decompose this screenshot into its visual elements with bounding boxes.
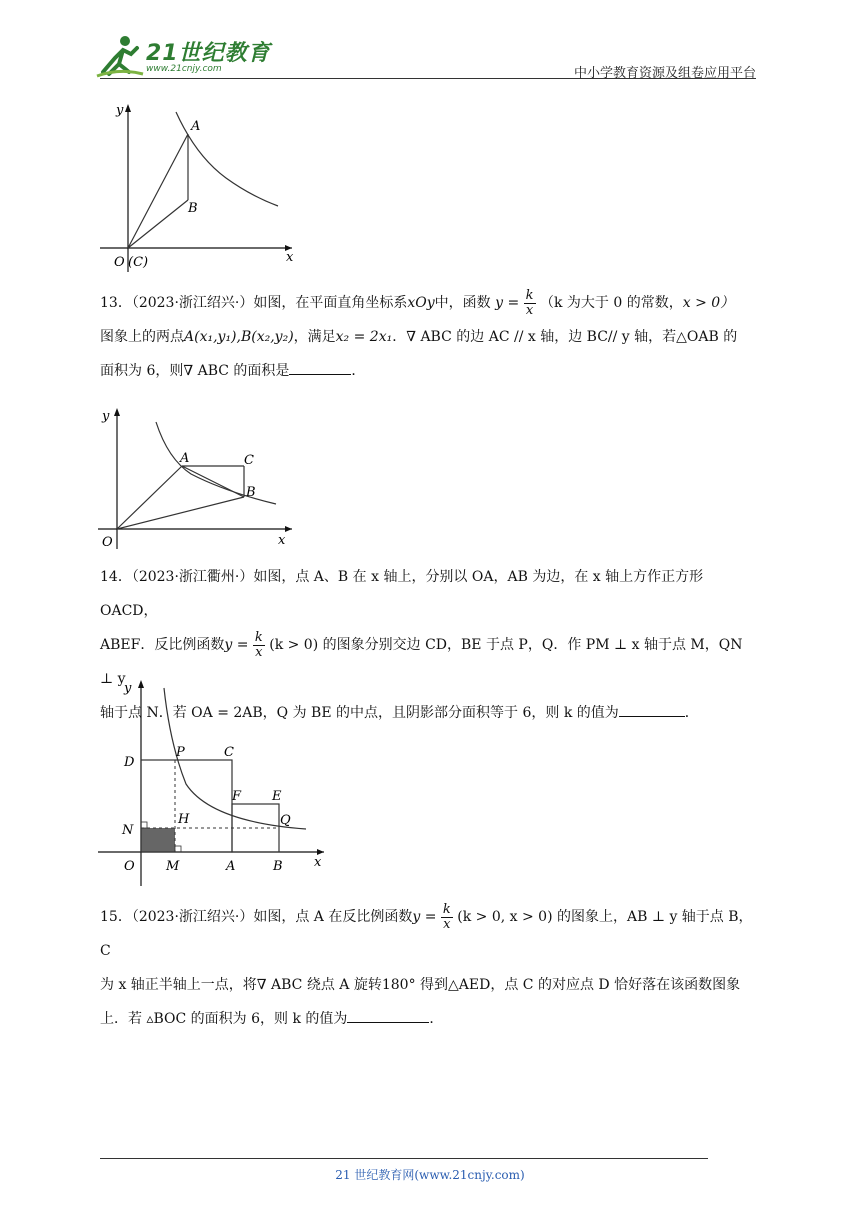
answer-blank[interactable] — [619, 700, 685, 717]
label-E: E — [272, 789, 282, 804]
label-C: (C) — [128, 255, 149, 270]
label-A: A — [180, 451, 190, 466]
label-x: x — [286, 250, 294, 265]
label-O: O — [114, 255, 125, 270]
header-divider — [100, 78, 756, 79]
logo-text: 21世纪教育 — [146, 41, 271, 66]
label-C: C — [224, 745, 234, 760]
label-B: B — [246, 485, 256, 500]
q14-line2: ABEF．反比例函数y = $\frac{k}{x}$ (k > 0) 的图象分别交边 CD，BE 于点 P，Q．作 PM ⊥ x 轴于点 M，QN ⊥ y — [100, 629, 743, 687]
q15-line3: 上．若 ▵BOC 的面积为 6，则 k 的值为 ． — [100, 1002, 760, 1036]
fraction-k-over-x: $\frac{k}{x}$ — [254, 629, 263, 660]
label-N: N — [122, 823, 134, 838]
q15-line1: 15．（2023·浙江绍兴·）如图，点 A 在反比例函数y = $\frac{k}{x}$ (k > 0, x > 0) 的图象上，AB ⊥ y 轴于点 B，C — [100, 901, 753, 959]
label-A: A — [191, 119, 201, 134]
figure-q12 — [96, 96, 306, 276]
label-M: M — [166, 859, 180, 874]
figure-q14 — [96, 674, 336, 890]
q13-line2: 图象上的两点A(x₁,y₁),B(x₂,y₂)，满足x₂ = 2x₁．∇ ABC 的边 AC // x 轴，边 BC// y 轴，若△OAB 的 — [100, 329, 738, 345]
label-O: O — [102, 535, 113, 550]
answer-blank[interactable] — [289, 358, 351, 375]
answer-blank[interactable] — [347, 1006, 429, 1023]
label-A: A — [226, 859, 236, 874]
question-13 — [100, 286, 760, 388]
q15-line2: 为 x 轴正半轴上一点，将∇ ABC 绕点 A 旋转180° 得到△AED，点 C 的对应点 D 恰好落在该函数图象 — [100, 977, 741, 993]
q14-line1: 14．（2023·浙江衢州·）如图，点 A、B 在 x 轴上，分别以 OA，AB 为边，在 x 轴上方作正方形 OACD， — [100, 569, 704, 619]
fraction-k-over-x: $\frac{k}{x}$ — [442, 901, 451, 932]
label-y: y — [124, 681, 132, 696]
label-y: y — [102, 409, 110, 424]
label-x: x — [278, 533, 286, 548]
q14-line3: 轴于点 N．若 OA = 2AB，Q 为 BE 的中点，且阴影部分面积等于 6，则 k 的值为 ． — [100, 696, 760, 730]
footer-link[interactable]: 21 世纪教育网(www.21cnjy.com) — [335, 1168, 525, 1182]
label-P: P — [176, 745, 185, 760]
label-D: D — [124, 755, 135, 770]
q13-line1: 13．（2023·浙江绍兴·）如图，在平面直角坐标系xOy中，函数 y = $\frac{k}{x}$ （k 为大于 0 的常数，x > 0） — [100, 287, 735, 318]
question-15 — [100, 900, 760, 1036]
figure-q13 — [96, 404, 306, 552]
label-B: B — [273, 859, 283, 874]
runner-logo-icon — [95, 32, 145, 80]
fraction-k-over-x: $\frac{k}{x}$ — [525, 287, 534, 318]
label-C: C — [244, 453, 254, 468]
logo-url: www.21cnjy.com — [146, 64, 222, 74]
label-x: x — [314, 855, 322, 870]
label-B: B — [188, 201, 198, 216]
label-H: H — [178, 812, 190, 827]
footer-divider — [100, 1158, 708, 1159]
platform-name: 中小学教育资源及组卷应用平台 — [573, 66, 756, 81]
label-Q: Q — [280, 813, 291, 828]
q13-line3: 面积为 6，则∇ ABC 的面积是 ． — [100, 354, 760, 388]
label-O: O — [124, 859, 135, 874]
label-F: F — [232, 789, 242, 804]
label-y: y — [116, 103, 124, 118]
